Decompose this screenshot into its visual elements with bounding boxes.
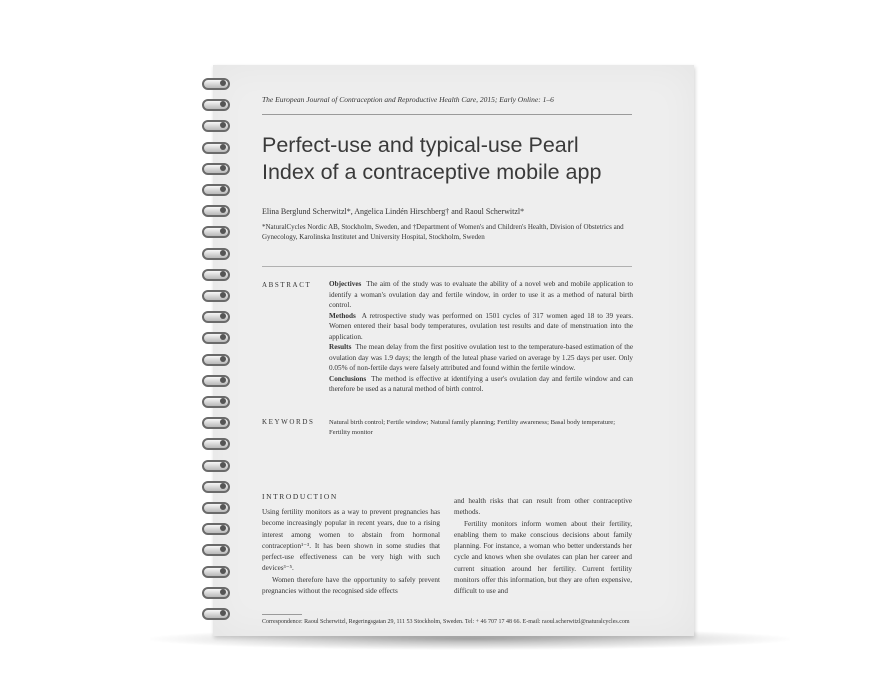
intro-right-column (454, 496, 632, 598)
spiral-ring (198, 182, 232, 196)
spiral-ring (198, 309, 232, 323)
spiral-ring (198, 521, 232, 535)
spiral-ring (198, 500, 232, 514)
spiral-ring (198, 288, 232, 302)
spiral-ring (198, 479, 232, 493)
intro-paragraph: Fertility monitors inform women about their fertility, enabling them to make conscious decisions about family planning. For instance, a woman who better understands her cycle and knows when she ovulates can plan her career and current situation around her fertility. Current fertility monitors offer this information, but they are often expensive, difficult to use and (454, 519, 632, 596)
spiral-ring (198, 161, 232, 175)
conclusions-heading: Conclusions (329, 374, 367, 383)
abstract-label: ABSTRACT (262, 281, 312, 289)
intro-paragraph: and health risks that can result from other contraceptive methods. (454, 497, 632, 517)
title-line-2: Index of a contraceptive mobile app (262, 160, 602, 184)
spiral-ring (198, 246, 232, 260)
spiral-binding (198, 76, 232, 636)
spiral-ring (198, 373, 232, 387)
spiral-ring (198, 76, 232, 90)
spiral-ring (198, 564, 232, 578)
title-line-1: Perfect-use and typical-use Pearl (262, 133, 579, 157)
introduction-heading: INTRODUCTION (262, 492, 338, 501)
objectives-heading: Objectives (329, 280, 362, 288)
results-heading: Results (329, 343, 352, 351)
keywords-label: KEYWORDS (262, 418, 315, 426)
abstract-divider (262, 266, 632, 267)
spiral-ring (198, 458, 232, 472)
spiral-ring (198, 585, 232, 599)
spiral-ring (198, 97, 232, 111)
footnote-divider (262, 614, 302, 615)
spiral-ring (198, 330, 232, 344)
spiral-ring (198, 224, 232, 238)
journal-header: The European Journal of Contraception and Reproductive Health Care, 2015; Early Online: 1–6 (262, 95, 554, 104)
spiral-ring (198, 394, 232, 408)
methods-heading: Methods (329, 311, 356, 320)
affiliation: *NaturalCycles Nordic AB, Stockholm, Sweden, and †Department of Women's and Children's Health, Division of Obstetrics and Gynecology, Karolinska Institutet and University Hospital, Stockholm, Sweden (262, 223, 624, 241)
conclusions-text: The method is effective at identifying a user's ovulation day and fertile window and can therefore be used as a natural method of birth control. (329, 374, 633, 393)
paper-title (262, 132, 682, 186)
intro-paragraph: Using fertility monitors as a way to prevent pregnancies has become increasingly popular in recent years, due to a rising interest among women to abstain from hormonal contraception¹⁻³. It has been shown in some studies that perfect-use effectiveness can be very high with such devices³⁻⁵. (262, 508, 440, 573)
intro-paragraph: Women therefore have the opportunity to safely prevent pregnancies without the recognised side effects (262, 575, 440, 596)
results-text: The mean delay from the first positive ovulation test to the temperature-based estimation of the ovulation day was 1.9 days; the length of the luteal phase varied on average by 1.25 days per user. Only 0.05% of non-fertile days were falsely attributed and found within the fertile window. (329, 343, 634, 372)
spiral-ring (198, 606, 232, 620)
spiral-ring (198, 118, 232, 132)
methods-text: A retrospective study was performed on 1501 cycles of 317 women aged 18 to 39 years. Women entered their basal body temperatures, ovulation test results and date of menstruation into the application. (329, 311, 633, 341)
author-list: Elina Berglund Scherwitzl*, Angelica Lindén Hirschberg† and Raoul Scherwitzl* (262, 207, 525, 216)
correspondence-footnote: Correspondence: Raoul Scherwitzl, Regeringsgatan 29, 111 53 Stockholm, Sweden. Tel: + 46 707 17 48 66. E-mail: raoul.scherwitzl@naturalcycles.com (262, 619, 630, 625)
spiral-ring (198, 140, 232, 154)
header-divider (262, 114, 632, 115)
spiral-ring (198, 203, 232, 217)
spiral-ring (198, 542, 232, 556)
spiral-ring (198, 352, 232, 366)
spiral-ring (198, 267, 232, 281)
objectives-text: The aim of the study was to evaluate the ability of a novel web and mobile application to identify a woman's ovulation day and fertile window, in order to use it as a method of natural birth control. (329, 280, 634, 309)
intro-left-column (262, 507, 440, 597)
keywords-text: Natural birth control; Fertile window; Natural family planning; Fertility awareness; Basal body temperature; Fertility monitor (329, 419, 616, 436)
spiral-ring (198, 415, 232, 429)
spiral-ring (198, 436, 232, 450)
abstract-body (329, 279, 633, 395)
